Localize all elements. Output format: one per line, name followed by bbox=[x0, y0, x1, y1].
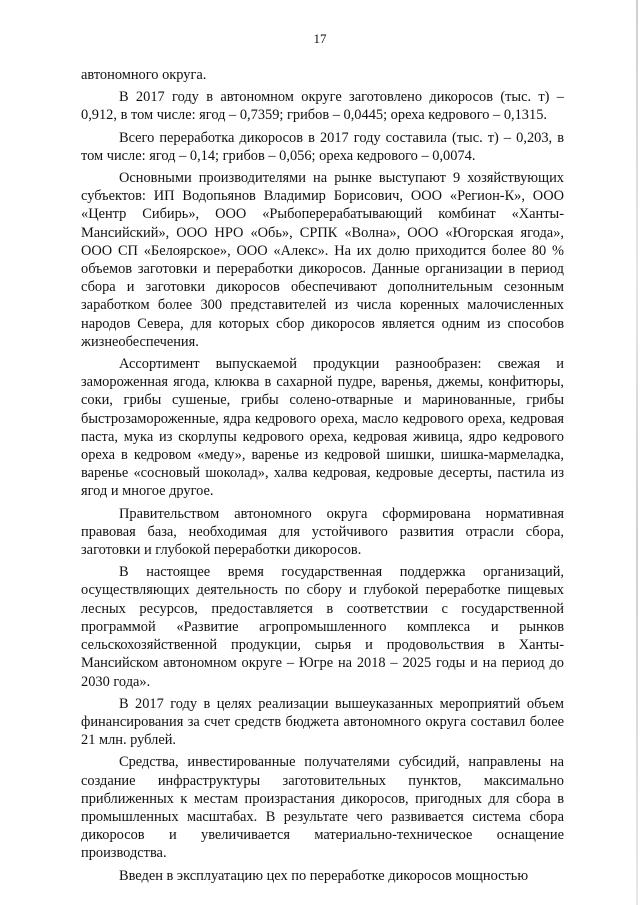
paragraph-continuation: автономного округа. bbox=[81, 67, 207, 83]
paragraph-investments: Средства, инвестированные получателями субсидий, направлены на создание инфраструктуры заготовительных пунктов, максимально приближенных к местам произрастания дикоросов, пригодных для сбора в промышленных масштабах. В результате чего развивается система сбора дикоросов и увеличивается материально-техническое оснащение производства. bbox=[81, 754, 564, 862]
paragraph-producers: Основными производителями на рынке выступают 9 хозяйствующих субъектов: ИП Водопьянов Владимир Борисович, ООО «Регион-К», ООО «Центр Сибирь», ООО «Рыбоперерабатывающий комбинат «Ханты-Мансийский», ООО НРО «Обь», СРПК «Волна», ООО «Югорская ягода», ООО СП «Белоярское», ООО «Алекс». На их долю приходится более 80 % объемов заготовки и переработки дикоросов. Данные организации в период сбора и заготовки дикоросов обеспечивают дополнительным сезонным заработком более 300 представителей из числа коренных малочисленных народов Севера, для которых сбор дикоросов является одним из способов жизнеобеспечения. bbox=[81, 170, 564, 350]
paragraph-state-support: В настоящее время государственная поддержка организаций, осуществляющих деятельность по сбору и глубокой переработке пищевых лесных ресурсов, предоставляется в соответствии с государственной программой «Развитие агропромышленного комплекса и рынков сельскохозяйственной продукции, сырья и продовольствия в Ханты-Мансийском автономном округе – Югре на 2018 – 2025 годы и на период до 2030 года». bbox=[81, 564, 564, 690]
body-text bbox=[81, 66, 564, 889]
page-number: 17 bbox=[313, 31, 327, 46]
paragraph-legal-base: Правительством автономного округа сформирована нормативная правовая база, необходимая для устойчивого развития отрасли сбора, заготовки и глубокой переработки дикоросов. bbox=[81, 505, 564, 559]
paragraph-workshop: Введен в эксплуатацию цех по переработке дикоросов мощностью bbox=[119, 867, 529, 884]
paragraph-financing: В 2017 году в целях реализации вышеуказанных мероприятий объем финансирования за счет средств бюджета автономного округа составил более 21 млн. рублей. bbox=[81, 695, 564, 749]
paragraph-processing-2017: Всего переработка дикоросов в 2017 году составила (тыс. т) – 0,203, в том числе: ягод – 0,14; грибов – 0,056; ореха кедрового – 0,0074. bbox=[81, 129, 564, 164]
paragraph-harvest-2017: В 2017 году в автономном округе заготовлено дикоросов (тыс. т) – 0,912, в том числе: ягод – 0,7359; грибов – 0,0445; ореха кедрового – 0,1315. bbox=[81, 89, 564, 124]
paragraph-assortment: Ассортимент выпускаемой продукции разнообразен: свежая и замороженная ягода, клюква в сахарной пудре, варенья, джемы, конфитюры, соки, грибы сушеные, грибы солено-отварные и маринованные, грибы быстрозамороженные, ядра кедрового ореха, масло кедрового ореха, кедровая паста, мука из скорлупы кедрового ореха, кедровая живица, ядро кедрового ореха в кедровом «меду», варенье из кедровой шишки, шишка-мармеладка, варенье «сосновый шоколад», халва кедровая, кедровые десерты, пастила из ягод и многое другое. bbox=[81, 356, 564, 500]
scan-edge bbox=[636, 0, 638, 905]
